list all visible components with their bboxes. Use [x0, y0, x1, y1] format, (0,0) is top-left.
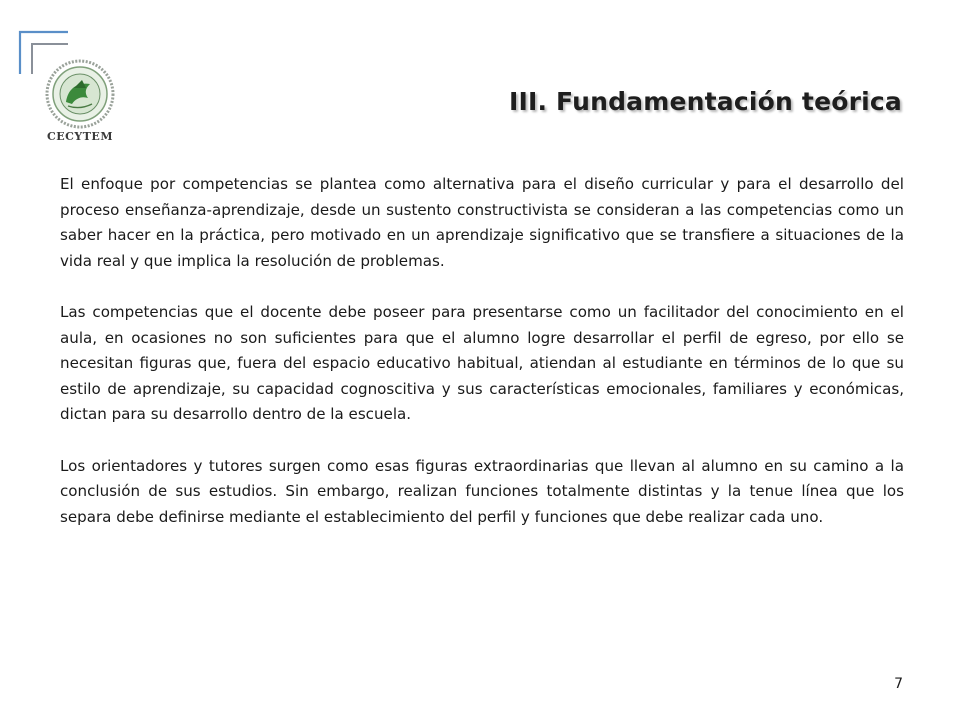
paragraph: Los orientadores y tutores surgen como esas figuras extraordinarias que llevan al alumno en su camino a la conclusión de sus estudios. Sin embargo, realizan funciones totalmente distintas y la tenue línea que los separa debe definirse mediante el establecimiento del perfil y funciones que debe realizar cada uno.: [60, 456, 904, 526]
body-text: [60, 172, 904, 556]
logo-emblem-icon: [38, 58, 122, 130]
logo-wordmark: CECYTEM: [47, 130, 113, 143]
page-title: III. Fundamentación teórica: [508, 86, 902, 116]
cecytem-logo: [38, 58, 122, 148]
page-number: 7: [894, 676, 903, 692]
paragraph: El enfoque por competencias se plantea como alternativa para el diseño curricular y para el desarrollo del proceso enseñanza-aprendizaje, desde un sustento constructivista se consideran a las competencias como un saber hacer en la práctica, pero motivado en un aprendizaje significativo que se transfiere a situaciones de la vida real y que implica la resolución de problemas.: [60, 175, 904, 270]
paragraph: Las competencias que el docente debe poseer para presentarse como un facilitador del conocimiento en el aula, en ocasiones no son suficientes para que el alumno logre desarrollar el perfil de egreso, por ello se necesitan figuras que, fuera del espacio educativo habitual, atiendan al estudiante en términos de lo que su estilo de aprendizaje, su capacidad cognoscitiva y sus características emocionales, familiares y económicas, dictan para su desarrollo dentro de la escuela.: [60, 303, 904, 423]
